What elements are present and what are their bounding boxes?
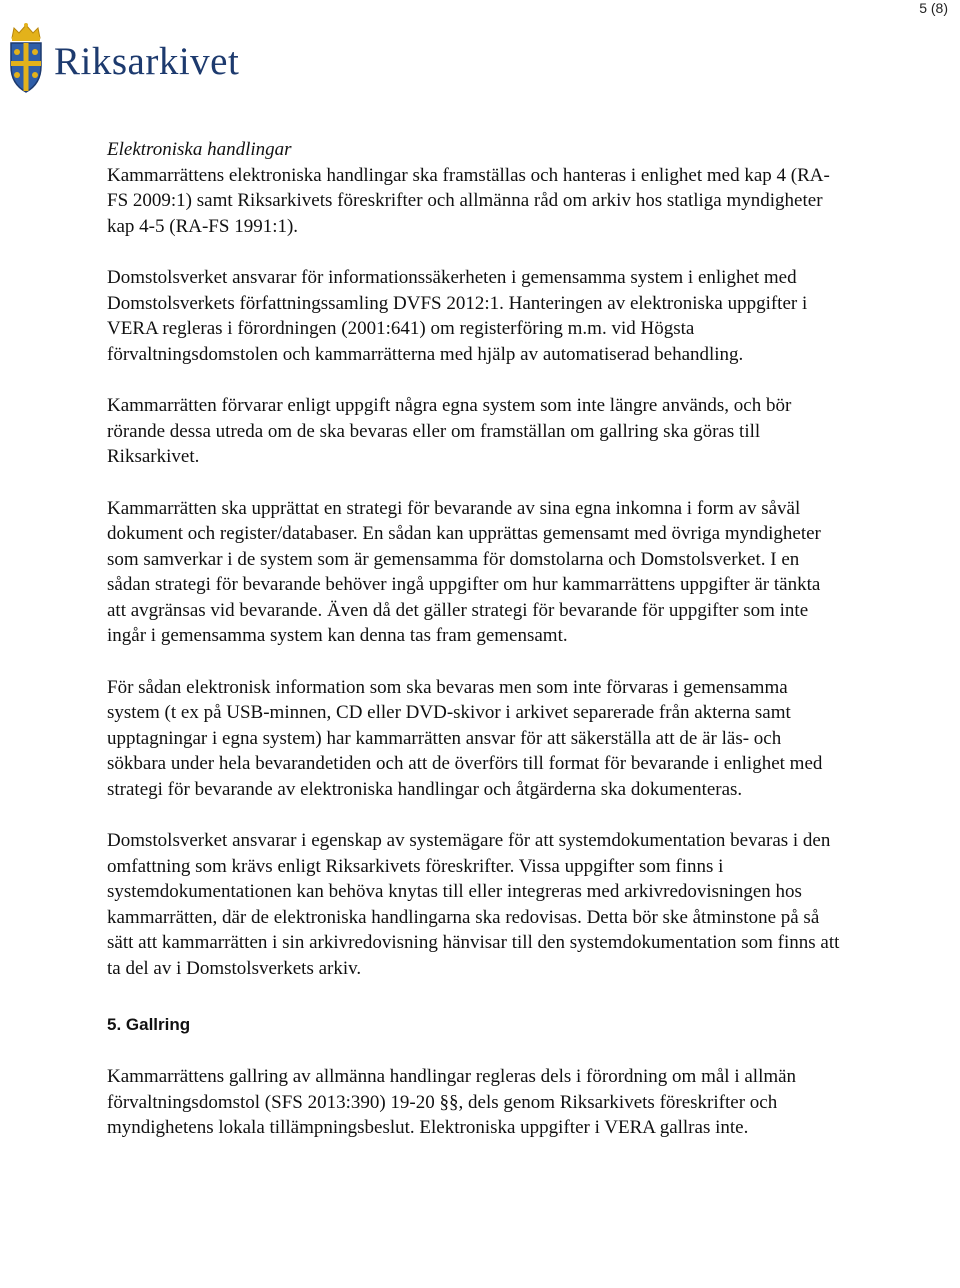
paragraph: Kammarrätten ska upprättat en strategi för bevarande av sina egna inkomna i form av såväl dokument och register/databaser. En sådan kan upprättas gemensamt med övriga myndigheter som samverkar i de system som är gemensamma för domstolarna och Domstolsverket. I en sådan strategi för bevarande behöver ingå uppgifter om hur kammarrättens uppgifter är tänkta att avgränsas vid bevarande. Även då det gäller strategi för bevarande för uppgifter som inte ingår i gemensamma system kan denna tas fram gemensamt.: [107, 497, 821, 646]
page-number: 5 (8): [919, 0, 948, 16]
paragraph: Kammarrättens elektroniska handlingar ska framställas och hanteras i enlighet med kap 4 (RA-FS 2009:1) samt Riksarkivets föreskrifter och allmänna råd om arkiv hos statliga myndigheter kap 4-5 (RA-FS 1991:1).: [107, 164, 830, 237]
logo-text: Riksarkivet: [54, 39, 240, 83]
paragraph: För sådan elektronisk information som ska bevaras men som inte förvaras i gemensamma system (t ex på USB-minnen, CD eller DVD-skivor i arkivet separerade från akterna samt upptagningar i egna system) har kammarrätten ansvar för att säkerställa att de är läs- och sökbara under hela bevarandetiden och att de överförs till format för bevarande i enlighet med strategi för bevarande av elektroniska handlingar och åtgärderna ska dokumenteras.: [107, 676, 823, 800]
paragraph: Domstolsverket ansvarar i egenskap av systemägare för att systemdokumentation bevaras i den omfattning som krävs enligt Riksarkivets föreskrifter. Vissa uppgifter som finns i systemdokumentationen kan behöva knytas till eller integreras med arkivredovisningen hos kammarrätten, där de elektroniska handlingarna ska redovisas. Detta bör ske åtminstone på så sätt att kammarrätten i sin arkivredovisning hänvisar till den systemdokumentation som finns att ta del av i Domstolsverkets arkiv.: [107, 830, 840, 979]
paragraph: Kammarrättens gallring av allmänna handlingar regleras dels i förordning om mål i allmän förvaltningsdomstol (SFS 2013:390) 19-20 §§, dels genom Riksarkivets föreskrifter och myndighetens lokala tillämpningsbeslut. Elektroniska uppgifter i VERA gallras inte.: [107, 1066, 797, 1138]
riksarkivet-logo: [6, 22, 239, 94]
paragraph: Kammarrätten förvarar enligt uppgift några egna system som inte längre används, och bör rörande dessa utreda om de ska bevaras eller om framställan om gallring ska göras till Riksarkivet.: [107, 395, 792, 467]
intro-section: [107, 137, 843, 239]
section-title: 5. Gallring: [107, 1015, 191, 1034]
document-body: [107, 137, 843, 1167]
coat-of-arms-icon: [6, 22, 46, 94]
section-subheading: Elektroniska handlingar: [107, 139, 292, 160]
paragraph: Domstolsverket ansvarar för informationssäkerheten i gemensamma system i enlighet med Domstolsverkets författningssamling DVFS 2012:1. Hanteringen av elektroniska uppgifter i VERA regleras i förordningen (2001:641) om registerföring m.m. vid Högsta förvaltningsdomstolen och kammarrätterna med hjälp av automatiserad behandling.: [107, 267, 808, 365]
